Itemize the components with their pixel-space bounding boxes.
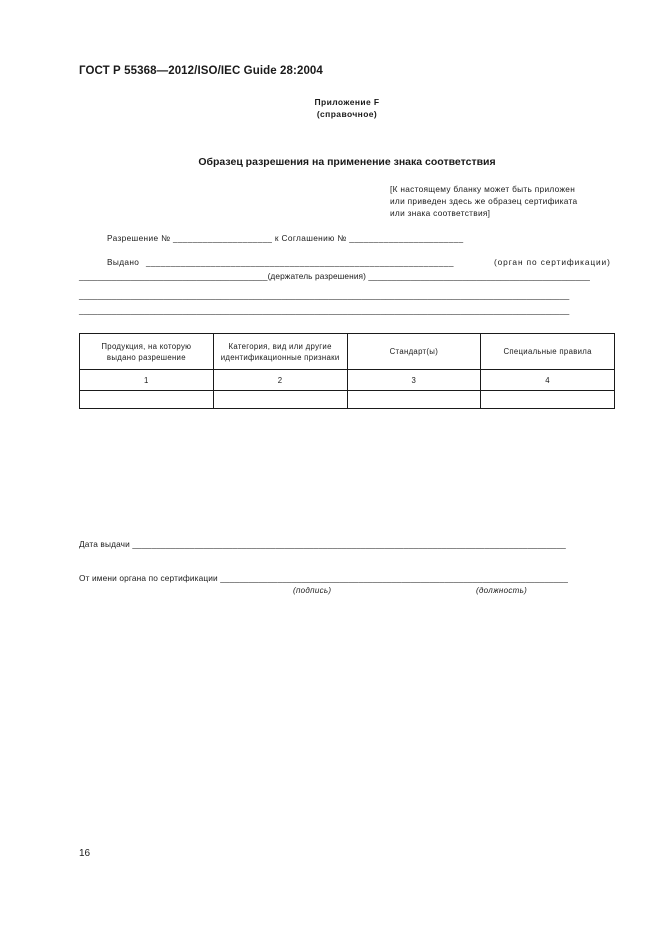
table-row: [80, 391, 615, 409]
issue-date-line: Дата выдачи ___________________________________________________________________________________________: [79, 539, 566, 549]
header-cell-products: Продукция, на которую выдано разрешение: [80, 334, 214, 370]
table-cell: [80, 391, 214, 409]
on-behalf-line: От имени органа по сертификации _________________________________________________________________________: [79, 573, 569, 583]
column-number: 3: [347, 370, 481, 391]
permit-number-line: Разрешение № ____________________ к Соглашению № _______________________: [107, 233, 464, 243]
table-cell: [347, 391, 481, 409]
blank-line-1: ________________________________________________________________________________________________________: [79, 290, 570, 300]
issued-blank: ______________________________________________________________: [146, 257, 454, 267]
header-cell-special-rules: Специальные правила: [481, 334, 615, 370]
note-line-1: [К настоящему бланку может быть приложен: [390, 184, 576, 194]
blank-line-2: ________________________________________________________________________________________________________: [79, 305, 570, 315]
signature-caption: (подпись): [293, 586, 332, 595]
document-header: ГОСТ Р 55368—2012/ISO/IEC Guide 28:2004: [79, 65, 323, 77]
table-number-row: [80, 370, 615, 391]
note-line-2: или приведен здесь же образец сертификата: [390, 196, 578, 206]
table-cell: [481, 391, 615, 409]
issued-label: Выдано: [107, 257, 140, 267]
table-header-row: [80, 334, 615, 370]
column-number: 4: [481, 370, 615, 391]
position-caption: (должность): [476, 586, 528, 595]
note-line-3: или знака соответствия]: [390, 208, 491, 218]
table-cell: [213, 391, 347, 409]
holder-line: ________________________________________(держатель разрешения) _______________________________________________: [79, 271, 590, 281]
page-number: 16: [79, 848, 91, 859]
column-number: 1: [80, 370, 214, 391]
annex-title: Приложение F: [314, 97, 380, 107]
permit-table: [79, 333, 615, 409]
column-number: 2: [213, 370, 347, 391]
page-title: Образец разрешения на применение знака соответствия: [198, 156, 496, 168]
header-cell-standards: Стандарт(ы): [347, 334, 481, 370]
issued-caption: (орган по сертификации): [494, 257, 611, 267]
annex-type: (справочное): [316, 109, 378, 119]
header-cell-category: Категория, вид или другие идентификационные признаки: [213, 334, 347, 370]
